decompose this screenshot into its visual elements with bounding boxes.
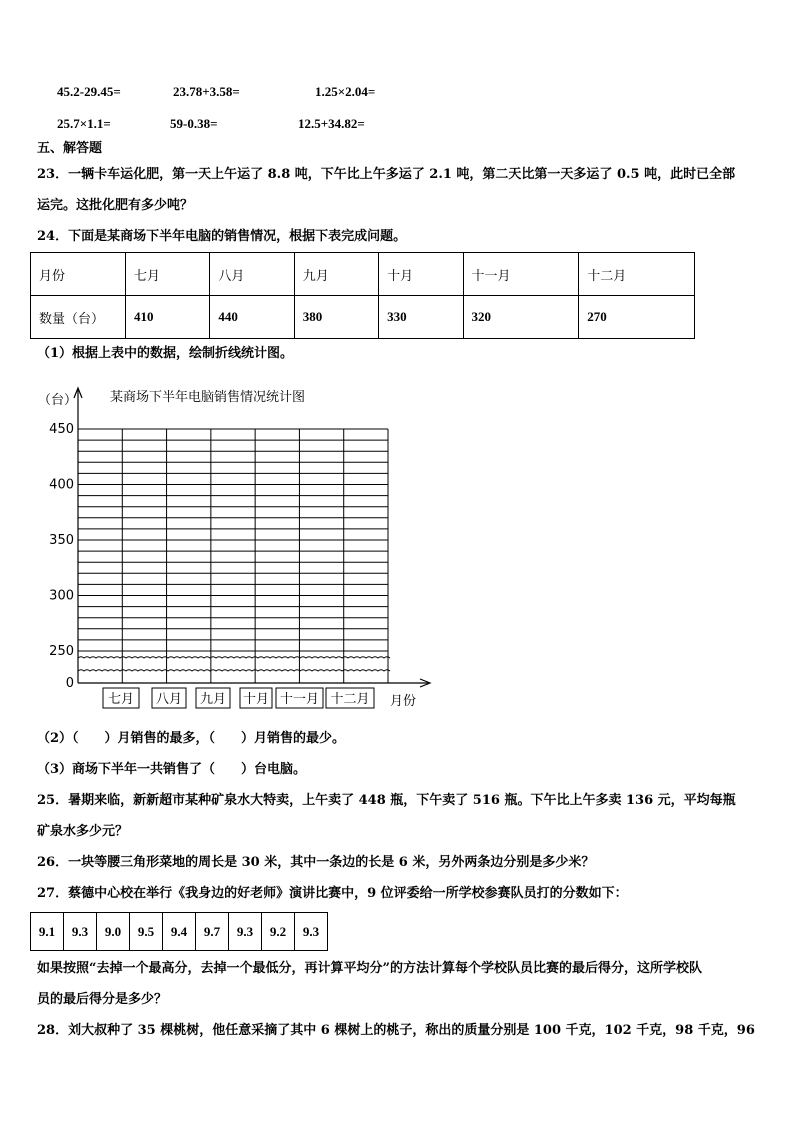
line-chart [0, 370, 460, 720]
question-24-sub2: （2）（ ）月销售的最多，（ ）月销售的最少。 [37, 731, 346, 746]
score-cell: 9.4 [163, 913, 196, 951]
y-tick-label: 300 [49, 588, 74, 604]
question-24-sub1: （1）根据上表中的数据，绘制折线统计图。 [37, 346, 294, 361]
x-category-label: 九月 [199, 692, 227, 707]
sales-table [30, 252, 695, 339]
x-axis-label: 月份 [390, 694, 417, 709]
calc-item: 59-0.38= [170, 116, 218, 131]
x-category-label: 十月 [242, 692, 270, 707]
sales-table-month-row [31, 253, 695, 296]
table-cell: 十一月 [463, 253, 579, 296]
question-27-line1: 27．蔡德中心校在举行《我身边的好老师》演讲比赛中，9 位评委给一所学校参赛队员打的分数如下： [37, 886, 628, 901]
x-category-label: 八月 [155, 692, 183, 707]
table-cell: 330 [379, 296, 463, 339]
chart-title: 某商场下半年电脑销售情况统计图 [110, 390, 306, 405]
calc-item: 25.7×1.1= [57, 116, 111, 131]
question-27-line2: 如果按照“去掉一个最高分，去掉一个最低分，再计算平均分”的方法计算每个学校队员比赛的最后得分，这所学校队 [37, 961, 702, 976]
table-cell: 380 [294, 296, 378, 339]
sales-table-quantity-row [31, 296, 695, 339]
axis-break-wave [78, 670, 390, 671]
scores-row [31, 913, 328, 951]
y-tick-label: 350 [49, 533, 74, 548]
score-cell: 9.3 [295, 913, 328, 951]
question-27-line3: 员的最后得分是多少？ [37, 992, 168, 1007]
question-24-intro: 24．下面是某商场下半年电脑的销售情况，根据下表完成问题。 [37, 229, 407, 244]
y-tick-labels [49, 422, 74, 691]
y-tick-label: 450 [49, 422, 74, 437]
table-cell: 410 [126, 296, 210, 339]
table-cell: 440 [210, 296, 294, 339]
table-cell: 十二月 [579, 253, 695, 296]
table-cell: 十月 [379, 253, 463, 296]
question-24-sub3: （3）商场下半年一共销售了（ ）台电脑。 [37, 762, 307, 777]
y-tick-label: 0 [65, 676, 74, 691]
chart-axes [74, 388, 430, 687]
table-cell: 九月 [294, 253, 378, 296]
scores-table [30, 912, 328, 951]
calc-item: 45.2-29.45= [57, 84, 121, 99]
x-category-label: 十一月 [279, 692, 320, 707]
score-cell: 9.2 [262, 913, 295, 951]
x-category-label: 七月 [107, 692, 135, 707]
calc-item: 23.78+3.58= [173, 84, 240, 99]
y-tick-label: 400 [49, 477, 74, 493]
score-cell: 9.7 [196, 913, 229, 951]
axis-break-wave [78, 657, 390, 658]
score-cell: 9.3 [229, 913, 262, 951]
table-cell: 七月 [126, 253, 210, 296]
x-category-labels [103, 688, 374, 708]
calc-item: 1.25×2.04= [315, 84, 376, 99]
question-25-line1: 25．暑期来临，新新超市某种矿泉水大特卖，上午卖了 448 瓶，下午卖了 516 瓶。下午比上午多卖 136 元，平均每瓶 [37, 793, 736, 808]
table-cell: 270 [579, 296, 695, 339]
score-cell: 9.0 [97, 913, 130, 951]
section-title: 五、解答题 [37, 141, 103, 156]
score-cell: 9.3 [64, 913, 97, 951]
x-category-label: 十二月 [330, 692, 370, 707]
question-28-line1: 28．刘大叔种了 35 棵桃树，他任意采摘了其中 6 棵树上的桃子，称出的质量分别是 100 千克，102 千克，98 千克，96 [37, 1023, 755, 1038]
table-header-cell: 数量（台） [31, 296, 126, 339]
table-cell: 八月 [210, 253, 294, 296]
score-cell: 9.1 [31, 913, 64, 951]
question-23-line2: 运完。这批化肥有多少吨？ [37, 198, 194, 213]
calc-item: 12.5+34.82= [298, 116, 365, 131]
y-tick-label: 250 [49, 644, 74, 659]
y-axis-label: （台） [38, 393, 78, 408]
question-25-line2: 矿泉水多少元？ [37, 824, 129, 839]
chart-grid [78, 429, 390, 683]
question-26-line1: 26．一块等腰三角形菜地的周长是 30 米，其中一条边的长是 6 米，另外两条边分别是多少米？ [37, 855, 595, 870]
question-23-line1: 23．一辆卡车运化肥，第一天上午运了 8.8 吨，下午比上午多运了 2.1 吨，第二天比第一天多运了 0.5 吨，此时已全部 [37, 167, 736, 182]
table-cell: 320 [463, 296, 579, 339]
score-cell: 9.5 [130, 913, 163, 951]
table-header-cell: 月份 [31, 253, 126, 296]
